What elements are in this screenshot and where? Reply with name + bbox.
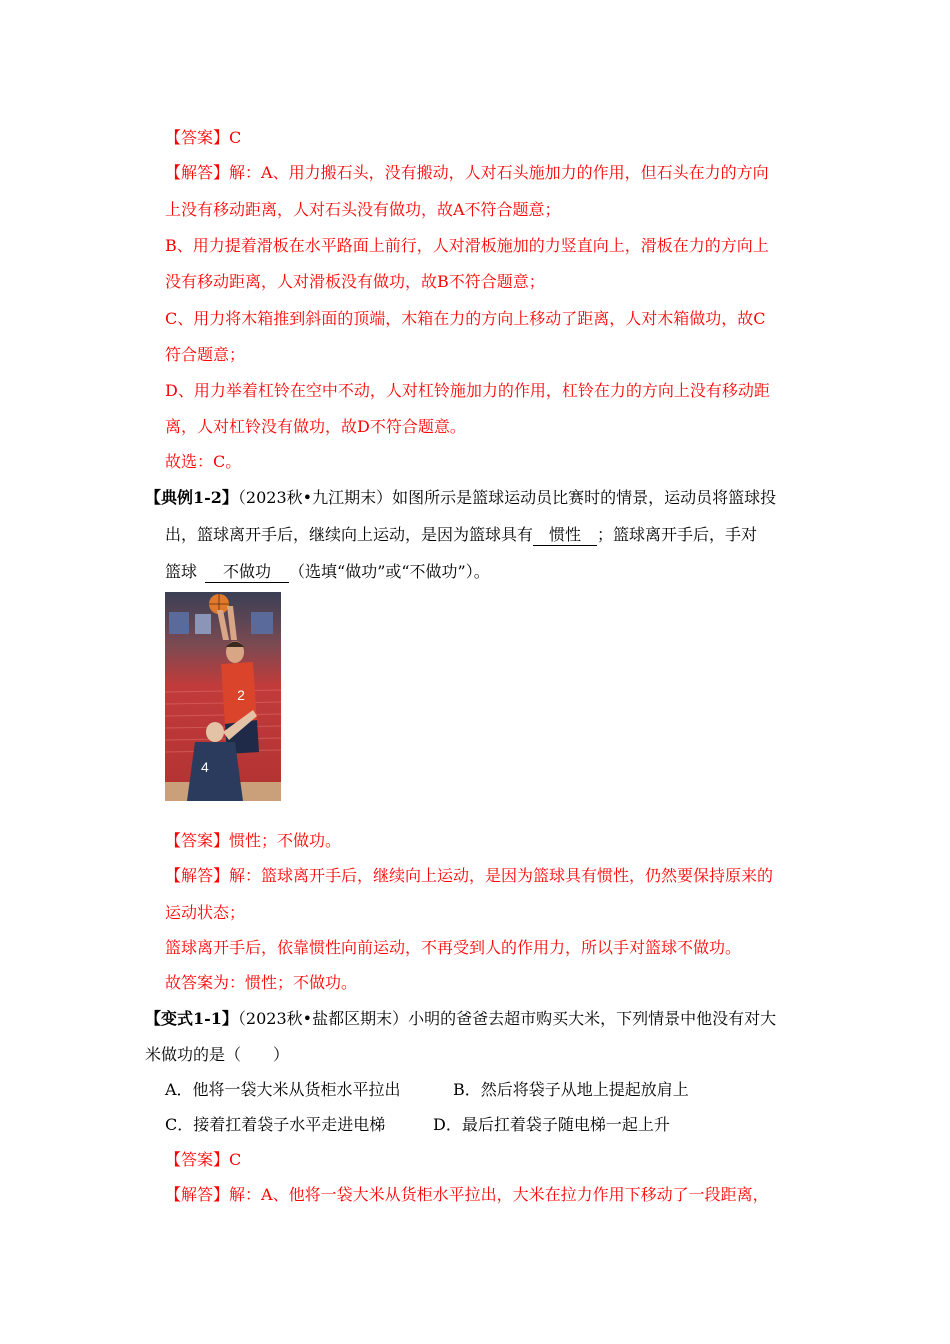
blank-answer-2: 不做功 (205, 562, 289, 583)
analysis-2-line-1: 【解答】解：篮球离开手后，继续向上运动，是因为篮球具有惯性，仍然要保持原来的 (165, 866, 774, 885)
example-source: （2023秋•九江期末） (237, 488, 393, 507)
analysis-1-line-8: 离，人对杠铃没有做功，故D不符合题意。 (165, 417, 466, 436)
option-b: B．然后将袋子从地上提起放肩上 (453, 1080, 689, 1099)
analysis-1-line-9: 故选：C。 (165, 452, 242, 471)
analysis-3-line-1: 【解答】解：A、他将一袋大米从货柜水平拉出，大米在拉力作用下移动了一段距离， (165, 1185, 769, 1204)
analysis-1-line-4: 没有移动距离，人对滑板没有做功，故B不符合题意； (165, 272, 545, 291)
basketball-player-photo (165, 592, 281, 801)
variant-source: （2023秋•盐都区期末） (237, 1009, 409, 1028)
option-a: A．他将一袋大米从货柜水平拉出 (165, 1080, 401, 1099)
variant-line-2: 米做功的是（ ） (145, 1045, 290, 1064)
example-line-2: 出，篮球离开手后，继续向上运动，是因为篮球具有 惯性 ；篮球离开手后，手对 (165, 525, 758, 544)
analysis-1-line-2: 上没有移动距离，人对石头没有做功，故A不符合题意； (165, 200, 561, 219)
blank-answer-1: 惯性 (533, 525, 597, 546)
answer-text: 惯性；不做功。 (229, 831, 342, 850)
answer-label: 【答案】 (165, 1150, 230, 1169)
analysis-1-line-3: B、用力提着滑板在水平路面上前行，人对滑板施加的力竖直向上，滑板在力的方向上 (165, 236, 769, 255)
answer-line-2 (165, 831, 341, 851)
analysis-2-line-3: 篮球离开手后，依靠惯性向前运动，不再受到人的作用力，所以手对篮球不做功。 (165, 938, 742, 957)
svg-text:4: 4 (201, 759, 209, 775)
analysis-2-line-2: 运动状态； (165, 903, 246, 922)
answer-line-1 (165, 128, 241, 148)
example-line-3: 篮球 不做功 （选填“做功”或“不做功”）。 (165, 562, 490, 581)
answer-label: 【答案】 (165, 831, 230, 850)
analysis-label: 【解答】 (165, 163, 230, 182)
analysis-1-line-5: C、用力将木箱推到斜面的顶端，木箱在力的方向上移动了距离，人对木箱做功，故C (165, 309, 766, 328)
analysis-1-line-6: 符合题意； (165, 345, 246, 364)
variant-tag: 【变式1-1】 (145, 1009, 238, 1028)
analysis-1-line-7: D、用力举着杠铃在空中不动，人对杠铃施加力的作用，杠铃在力的方向上没有移动距 (165, 381, 770, 400)
variant-line-1: 【变式1-1】（2023秋•盐都区期末）小明的爸爸去超市购买大米，下列情景中他没有对大 (145, 1009, 777, 1028)
option-d: D．最后扛着袋子随电梯一起上升 (433, 1115, 670, 1134)
answer-text: C (229, 128, 242, 147)
analysis-label: 【解答】 (165, 866, 230, 885)
option-c: C．接着扛着袋子水平走进电梯 (165, 1115, 386, 1134)
svg-text:2: 2 (237, 687, 245, 703)
answer-label: 【答案】 (165, 128, 230, 147)
answer-text: C (229, 1150, 242, 1169)
analysis-label: 【解答】 (165, 1185, 230, 1204)
analysis-2-line-4: 故答案为：惯性；不做功。 (165, 973, 358, 992)
example-tag: 【典例1-2】 (145, 488, 238, 507)
analysis-1-line-1: 【解答】解：A、用力搬石头，没有搬动，人对石头施加力的作用，但石头在力的方向 (165, 163, 769, 182)
example-line-1: 【典例1-2】（2023秋•九江期末）如图所示是篮球运动员比赛时的情景，运动员将篮球投 (145, 488, 777, 507)
answer-line-3 (165, 1150, 241, 1170)
